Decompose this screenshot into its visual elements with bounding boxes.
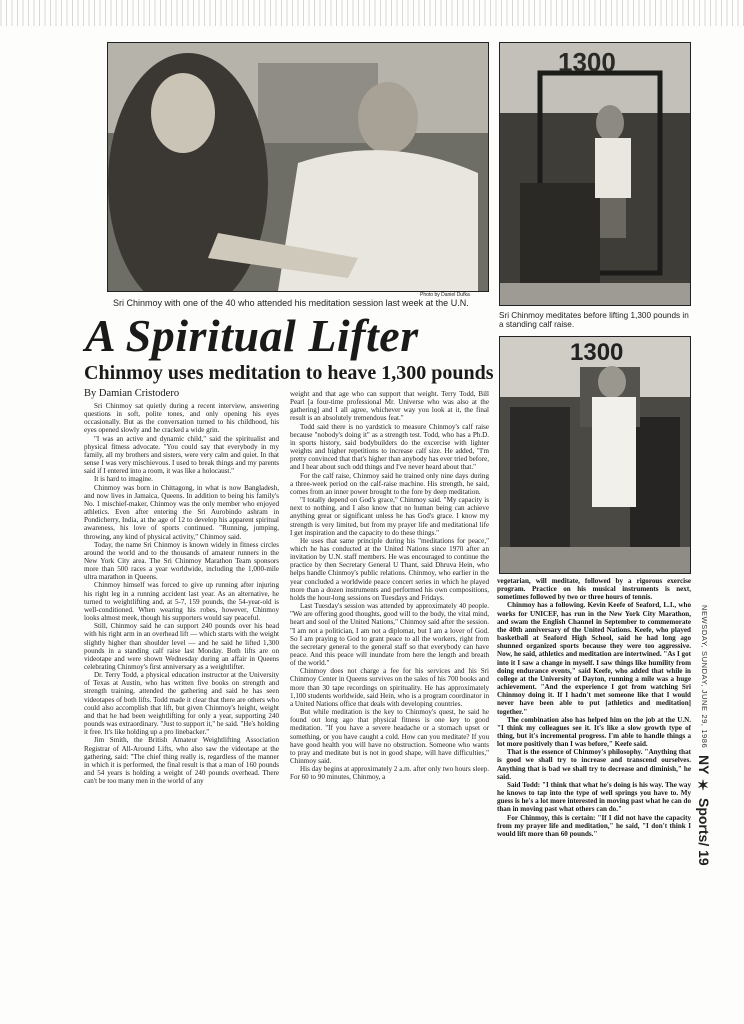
paragraph: For the calf raise, Chinmoy said he trained only nine days during a three-week period on the calf-raise machine. His strength, he said, comes from an inner power brought to the fore by deep meditation. [290,471,489,496]
article-column-2 [290,390,489,1007]
paragraph: But while meditation is the key to Chinmoy's quest, he said he found out long ago that physical fitness is one key to good meditation. "If you have a severe headache or a stomach upset or something, or you have caught a cold. How can you meditate? If you have good health you will have no obstruction. Someone who wants to pray and meditate but is not in good shape, will have difficulties," Chinmoy said. [290,708,489,766]
main-photo [107,42,489,292]
headline: A Spiritual Lifter [85,310,419,361]
paragraph: "I was an active and dynamic child," said the spiritualist and physical fitness advocate. "You could say that everybody in my family, all my brothers and sisters, were very calm and quiet. In that sense I was very mischievous. I used to break things and my parents said if I entered into a room, it was like a holocaust." [84,434,279,476]
paragraph: The combination also has helped him on the job at the U.N. "I think my colleagues see it. It's like a slow growth type of thing, but it's incremental progress. I'm able to handle things a lot more positively than I was before," Keefe said. [497,715,691,749]
paragraph: It is hard to imagine. [94,475,153,484]
paragraph: Last Tuesday's session was attended by approximately 40 people. "We are offering good thoughts, good will to the body, the vital mind, heart and soul of the United Nations," Chinmoy said after the session. "I am not a politician, I am not a diplomat, but I am a lover of God. So I am praying to God to grant peace to all the workers, right from the secretary general to the general staff so that everybody can have peace. And this peace will inundate from here the length and breath of the world." [290,602,489,668]
paragraph: Dr. Terry Todd, a physical education instructor at the University of Texas at Austin, who has written five books on strength and strength training, attended the gathering and said he has seen videotapes of both lifts. Todd made it clear that there are others who could also accomplish that lift, but given Chinmoy's height, weight and that he had been weightlifting for only a year, supporting 240 pounds was extraordinary. "Just to support it," he said. "He's holding it free. It's like holding up a pro linebacker." [84,671,279,737]
scan-edge-strip [0,0,744,26]
paragraph: vegetarian, will meditate, followed by a rigorous exercise program. Practice on his musical instruments is next, sometimes followed by two or three hours of tennis. [497,577,691,602]
paragraph: "I totally depend on God's grace," Chinmoy said. "My capacity is next to nothing, and I also know that no human being can achieve anything great or significant unless he has God's grace. I know my strength is very limited, but from my prayer life and meditational life I get inspiration and the capacity to do these things." [290,496,489,537]
paragraph: For Chinmoy, this is certain: "If I did not have the capacity from my prayer life and meditation," he said, "I don't think I would lift more than 60 pounds." [497,813,691,838]
calf-raise-caption: Sri Chinmoy meditates before lifting 1,300 pounds in a standing calf raise. [499,311,689,329]
paragraph: That is the essence of Chinmoy's philosophy. "Anything that is good we shall try to increase and transcend ourselves. Anything that is bad we shall try to decrease and diminish," he said. [497,748,691,781]
paragraph: weight and that age who can support that weight. Terry Todd, Bill Pearl [a four-time professional Mr. Universe who was also at the gathering] and I all agree, whichever way you look at it, the final result is an absolutely tremendous feat." [290,390,489,423]
calf-raise-photo-top [499,42,691,306]
paragraph: Chinmoy has a following. Kevin Keefe of Seaford, L.I., who works for UNICEF, has run in the New York City Marathon, and swam the English Channel in September to commemorate the 40th anniversary of the United Nations. Keefe, who played basketball at Seaford High School, said he had long ago shunned organized sports because they were too aggressive. Now, he said, athletics and meditation are intertwined. "As I got into it I saw a change in myself. I saw things like humility from doing endurance events," said Keefe, who added that while in college at the University of Dayton, running a mile was a huge achievement. "And the experience I got from watching Sri Chinmoy doing it. If I hadn't met someone like that I would never have been able to put [athletics and meditation] together." [497,601,691,716]
article-column-1 [84,402,279,1007]
article-column-3 [497,577,691,1007]
paragraph: Today, the name Sri Chinmoy is known widely in fitness circles around the world and to the thousands of amateur runners in the New York City area. The Sri Chinmoy Marathon Team sponsors more than 500 races a year worldwide, including the 1,000-mile ultra marathon in Queens. [84,540,279,582]
weight-sign-bottom: 1300 [570,339,624,366]
photo-credit: Photo by Daniel Dufka [420,292,470,298]
paragraph: Sri Chinmoy sat quietly during a recent interview, answering questions in soft, polite tones, and only opening his eyes occasionally. But as the conversation turned to his childhood, his eyes opened slowly and he cracked a wide grin. [84,402,279,435]
paragraph: His day begins at approximately 2 a.m. after only two hours sleep. For 60 to 90 minutes, Chinmoy, a [290,765,489,782]
folio-date: NEWSDAY, SUNDAY, JUNE 29, 1986 [700,605,709,749]
paragraph: Chinmoy was born in Chittagong, in what is now Bangladesh, and now lives in Jamaica, Queens. In addition to being his family's No. 1 mischief-maker, Chinmoy was the only member who enjoyed athletics. Even after entering the Sri Aurobindo ashram in Pondicherry, India, at the age of 12 to develop his apparent spiritual awareness, his love of sports continued. "Running, jumping, throwing, any kind of physical activity," Chinmoy said. [84,483,279,541]
byline: By Damian Cristodero [84,388,180,399]
paragraph: Said Todd: "I think that what he's doing is his way. The way he knows to tap into the type of well springs you have to. My guess is he's a lot more interested in moving past what he can do than in moving past what others can do." [497,780,691,814]
folio-section: NY ✶ Sports/ 19 [696,755,712,866]
main-photo-caption: Sri Chinmoy with one of the 40 who attended his meditation session last week at the U.N. [113,298,469,308]
paragraph: He uses that same principle during his "meditations for peace," which he has conducted at the United Nations since 1970 after an invitation by U.N. staff members. He was encouraged to continue the practice by then Secretary General U Thant, said Dhruva Hein, who helps handle Chinmoy's public relations. Chinmoy, who earlier in the year concluded a worldwide peace concert series in which he played more than a dozen instruments and performed his own compositions, holds the hour-long sessions on Tuesdays and Fridays. [290,536,489,602]
subhead: Chinmoy uses meditation to heave 1,300 pounds [84,362,494,384]
paragraph: Still, Chinmoy said he can support 240 pounds over his head with his right arm in an overhead lift — which starts with the weight slightly higher than shoulder level — and he said he lifted 1,300 pounds in a standing calf raise last Monday. Both lifts are on videotape and were shown Wednesday during an affair in Queens celebrating Chinmoy's first anniversary as a weightlifter. [84,622,279,671]
paragraph: Chinmoy does not charge a fee for his services and his Sri Chinmoy Center in Queens survives on the sales of his 700 books and more than 30 tape recordings on spirituality. He has approximately 1,100 students worldwide, said Hein, who is a program coordinator in a United Nations office that deals with developing countries. [290,667,489,708]
weight-sign-top: 1300 [558,47,616,77]
paragraph: Todd said there is no yardstick to measure Chinmoy's calf raise because "nobody's doing it" as a strength test. Todd, who has a Ph.D. in sports history, said bodybuilders do the excercise with lighter weights and higher repetitions to increase calf size. He added, "I'm pretty convinced that that's higher than anybody has ever tried before, and I hear about such odd things and I've never heard about that." [290,422,489,472]
paragraph: Chinmoy himself was forced to give up running after injuring his right leg in a running accident last year. As an alternative, he turned to weightlifting and, at 5-7, 159 pounds, the 54-year-old is well-conditioned. When wearing his robes, however, Chinmoy looks almost meek, though his supporters would say peaceful. [84,581,279,623]
paragraph: Jim Smith, the British Amateur Weightlifting Association Registrar of All-Around Lifts, who also saw the videotape at the gathering, said: "The chief thing really is, regardless of the manner in which it is performed, the final result is that a man of 160 pounds and 54 years is holding a weight of 240 pounds overhead. There can't be too many men in the world of any [84,736,279,786]
calf-raise-photo-bottom [499,336,691,574]
